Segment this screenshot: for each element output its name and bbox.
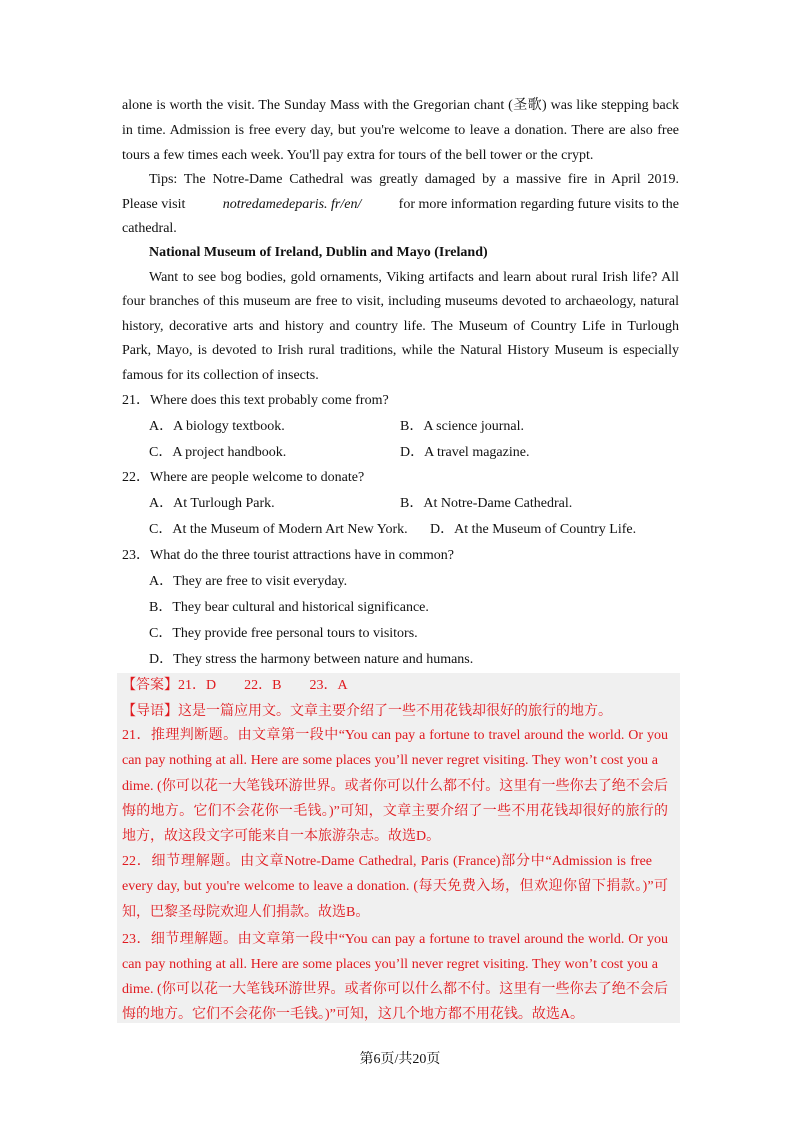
explanation-line: 22．细节理解题。由文章Notre-Dame Cathedral, Paris (France)部分中“Admission is free [122,854,652,869]
question-stem: 22．Where are people welcome to donate? [122,470,365,485]
explanation-line: dime. (你可以花一大笔钱环游世界。或者你可以什么都不付。这里有一些你去了绝不会后 [122,779,668,794]
article-line: alone is worth the visit. The Sunday Mass with the Gregorian chant (圣歌) was like stepping back [122,98,679,113]
explanation-line: 地方，故这段文字可能来自一本旅游杂志。故选D。 [122,829,441,844]
explanation-line: dime. (你可以花一大笔钱环游世界。或者你可以什么都不付。这里有一些你去了绝不会后 [122,982,668,997]
explanation-line: 23．细节理解题。由文章第一段中“You can pay a fortune to travel around the world. Or you [122,932,668,947]
website-link[interactable]: notredamedeparis. fr/en/ [222,197,362,212]
answer-line [122,676,348,696]
tips-text: Please visit [122,197,186,212]
explanation-line: can pay nothing at all. Here are some places you’ll never regret visiting. They won’t cost you a [122,957,658,972]
question-option: B．They bear cultural and historical significance. [149,600,429,615]
explanation-line: every day, but you're welcome to leave a donation. (每天免费入场，但欢迎你留下捐款。)”可 [122,879,668,894]
question-option: D．At the Museum of Country Life. [430,522,637,537]
page-number: 第6页/共20页 [359,1052,441,1067]
question-option: B．A science journal. [400,419,525,434]
tips-line: Tips: The Notre-Dame Cathedral was greatly damaged by a massive fire in April 2019. [149,172,679,187]
tips-line: cathedral. [122,221,177,236]
guide-line [122,702,612,722]
article-line: tours a few times each week. You'll pay extra for tours of the bell tower or the crypt. [122,148,594,163]
article-line: four branches of this museum are free to visit, including museums devoted to archaeology, natural [122,294,679,309]
guide-text: 这是一篇应用文。文章主要介绍了一些不用花钱却很好的旅行的地方。 [178,704,612,719]
question-option: D．They stress the harmony between nature and humans. [149,652,474,667]
guide-label: 【导语】 [122,704,178,719]
question-option: D．A travel magazine. [400,445,530,460]
tips-line [122,195,679,215]
article-line: history, decorative arts and history and country life. The Museum of Country Life in Turlough [122,319,679,334]
explanation-line: can pay nothing at all. Here are some places you’ll never regret visiting. They won’t cost you a [122,753,658,768]
question-option: B．At Notre-Dame Cathedral. [400,496,573,511]
article-line: famous for its collection of insects. [122,368,319,383]
question-option: A．They are free to visit everyday. [149,574,348,589]
question-option: C．They provide free personal tours to visitors. [149,626,418,641]
explanation-line: 悔的地方。它们不会花你一毛钱。)”可知，这几个地方都不用花钱。故选A。 [122,1007,584,1022]
explanation-line: 21．推理判断题。由文章第一段中“You can pay a fortune to travel around the world. Or you [122,728,668,743]
question-option: C．A project handbook. [149,445,287,460]
section-heading: National Museum of Ireland, Dublin and Mayo (Ireland) [149,245,488,260]
answer-label: 【答案】 [122,678,178,693]
question-option: A．A biology textbook. [149,419,285,434]
article-line: Want to see bog bodies, gold ornaments, Viking artifacts and learn about rural Irish life? All [149,270,679,285]
question-stem: 21．Where does this text probably come from? [122,393,389,408]
article-line: Park, Mayo, is devoted to Irish rural traditions, while the Natural History Museum is especially [122,343,679,358]
tips-text: for more information regarding future visits to the [398,197,679,212]
explanation-line: 悔的地方。它们不会花你一毛钱。)”可知，文章主要介绍了一些不用花钱却很好的旅行的 [122,804,668,819]
article-line: in time. Admission is free every day, but you're welcome to leave a donation. There are also free [122,123,679,138]
question-option: A．At Turlough Park. [149,496,275,511]
question-option: C．At the Museum of Modern Art New York. [149,522,408,537]
explanation-line: 知，巴黎圣母院欢迎人们捐款。故选B。 [122,905,370,920]
question-stem: 23．What do the three tourist attractions have in common? [122,548,455,563]
answer-keys: 21．D 22．B 23．A [178,678,348,693]
